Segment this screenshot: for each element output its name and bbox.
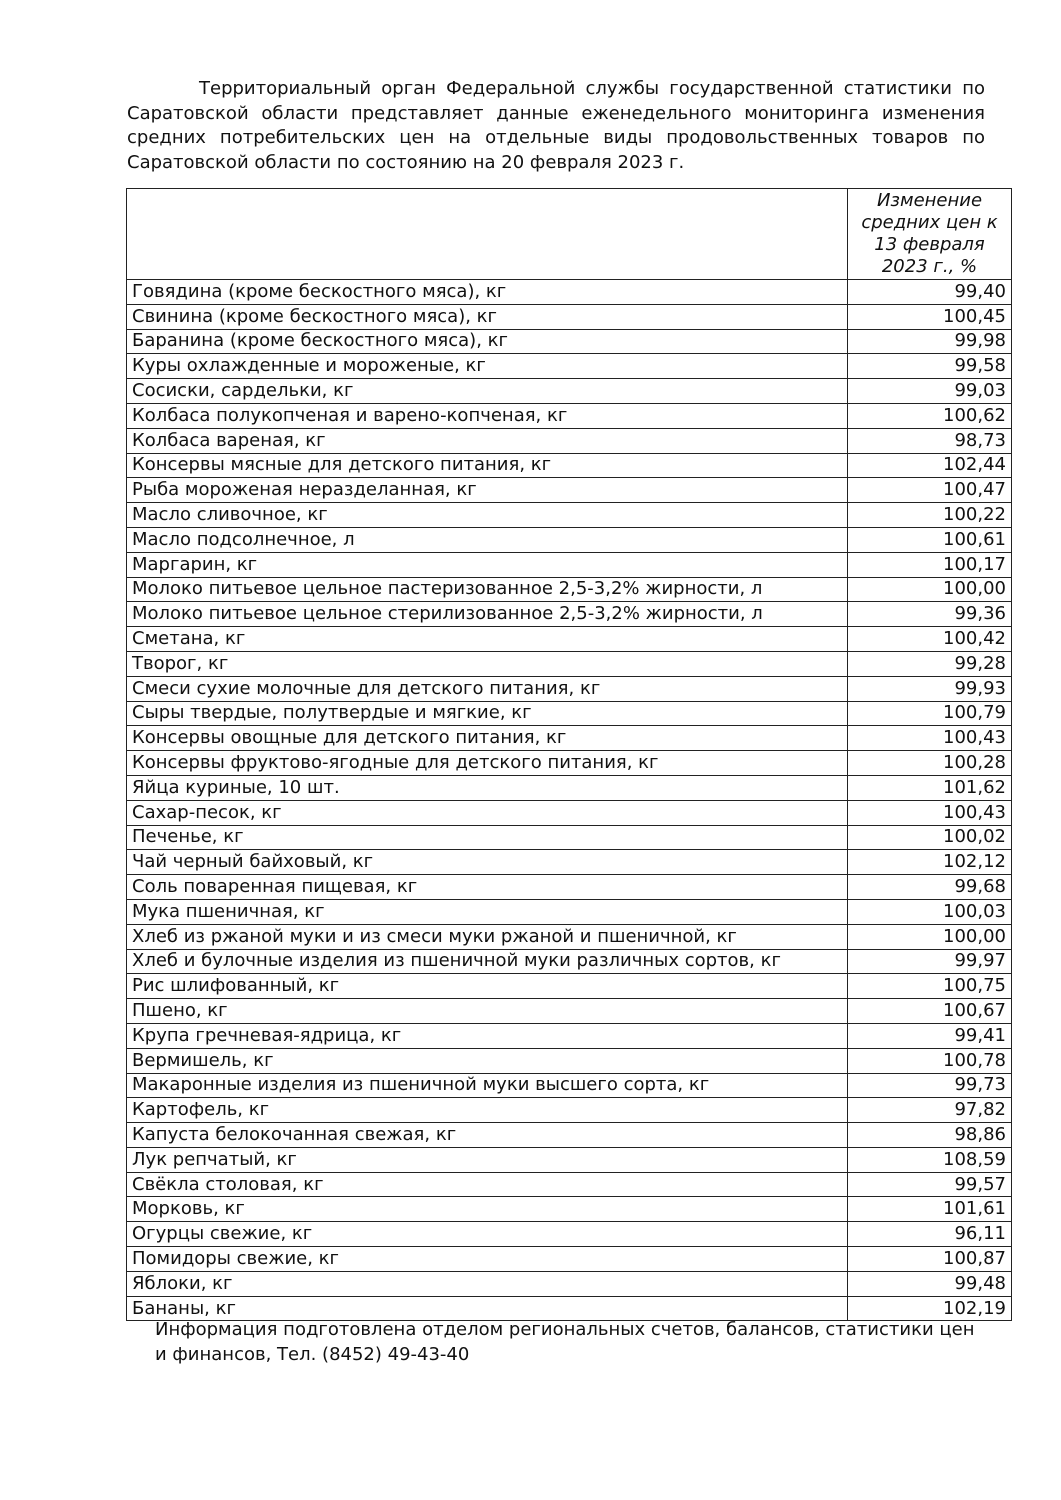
- table-row: [127, 1247, 1012, 1272]
- price-change-cell: 97,82: [848, 1098, 1012, 1123]
- price-change-cell: 100,28: [848, 751, 1012, 776]
- price-change-cell: 99,98: [848, 329, 1012, 354]
- header-blank-cell: [127, 189, 848, 280]
- price-change-cell: 98,73: [848, 428, 1012, 453]
- table-row: [127, 1098, 1012, 1123]
- price-change-cell: 100,42: [848, 627, 1012, 652]
- product-name-cell: Молоко питьевое цельное пастеризованное 2,5-3,2% жирности, л: [127, 577, 848, 602]
- table-row: [127, 726, 1012, 751]
- price-change-cell: 99,36: [848, 602, 1012, 627]
- footer-note: Информация подготовлена отделом региональных счетов, балансов, статистики цен и финансов, Тел. (8452) 49-43-40: [155, 1319, 975, 1365]
- price-change-cell: 101,61: [848, 1197, 1012, 1222]
- product-name-cell: Яблоки, кг: [127, 1271, 848, 1296]
- product-name-cell: Консервы фруктово-ягодные для детского питания, кг: [127, 751, 848, 776]
- product-name-cell: Лук репчатый, кг: [127, 1147, 848, 1172]
- table-row: [127, 453, 1012, 478]
- price-change-cell: 100,45: [848, 304, 1012, 329]
- price-change-cell: 100,78: [848, 1048, 1012, 1073]
- price-change-cell: 102,12: [848, 850, 1012, 875]
- price-change-cell: 102,19: [848, 1296, 1012, 1321]
- table-row: [127, 379, 1012, 404]
- product-name-cell: Куры охлажденные и мороженые, кг: [127, 354, 848, 379]
- product-name-cell: Сахар-песок, кг: [127, 800, 848, 825]
- price-change-cell: 100,43: [848, 800, 1012, 825]
- price-change-cell: 100,00: [848, 924, 1012, 949]
- product-name-cell: Творог, кг: [127, 651, 848, 676]
- price-change-cell: 99,48: [848, 1271, 1012, 1296]
- table-row: [127, 280, 1012, 305]
- header-change-cell: Изменение средних цен к 13 февраля 2023 г., %: [848, 189, 1012, 280]
- price-change-cell: 98,86: [848, 1123, 1012, 1148]
- table-body: [127, 280, 1012, 1321]
- price-change-cell: 102,44: [848, 453, 1012, 478]
- price-change-cell: 100,00: [848, 577, 1012, 602]
- table-row: [127, 751, 1012, 776]
- price-change-cell: 100,03: [848, 899, 1012, 924]
- price-change-cell: 100,75: [848, 974, 1012, 999]
- table-row: [127, 1023, 1012, 1048]
- price-change-cell: 100,17: [848, 552, 1012, 577]
- product-name-cell: Крупа гречневая-ядрица, кг: [127, 1023, 848, 1048]
- product-name-cell: Помидоры свежие, кг: [127, 1247, 848, 1272]
- product-name-cell: Рыба мороженая неразделанная, кг: [127, 478, 848, 503]
- table-row: [127, 503, 1012, 528]
- price-change-cell: 96,11: [848, 1222, 1012, 1247]
- product-name-cell: Говядина (кроме бескостного мяса), кг: [127, 280, 848, 305]
- product-name-cell: Огурцы свежие, кг: [127, 1222, 848, 1247]
- product-name-cell: Рис шлифованный, кг: [127, 974, 848, 999]
- product-name-cell: Пшено, кг: [127, 999, 848, 1024]
- product-name-cell: Вермишель, кг: [127, 1048, 848, 1073]
- table-row: [127, 651, 1012, 676]
- price-change-cell: 100,62: [848, 403, 1012, 428]
- price-change-cell: 99,58: [848, 354, 1012, 379]
- product-name-cell: Чай черный байховый, кг: [127, 850, 848, 875]
- table-row: [127, 1172, 1012, 1197]
- table-row: [127, 974, 1012, 999]
- product-name-cell: Бананы, кг: [127, 1296, 848, 1321]
- price-change-cell: 100,02: [848, 825, 1012, 850]
- product-name-cell: Капуста белокочанная свежая, кг: [127, 1123, 848, 1148]
- product-name-cell: Сосиски, сардельки, кг: [127, 379, 848, 404]
- price-change-cell: 99,28: [848, 651, 1012, 676]
- table-row: [127, 949, 1012, 974]
- table-row: [127, 527, 1012, 552]
- table-row: [127, 924, 1012, 949]
- product-name-cell: Консервы овощные для детского питания, кг: [127, 726, 848, 751]
- table-row: [127, 1222, 1012, 1247]
- price-change-cell: 100,67: [848, 999, 1012, 1024]
- table-row: [127, 1197, 1012, 1222]
- price-change-cell: 100,22: [848, 503, 1012, 528]
- product-name-cell: Масло сливочное, кг: [127, 503, 848, 528]
- table-row: [127, 850, 1012, 875]
- table-row: [127, 1073, 1012, 1098]
- product-name-cell: Смеси сухие молочные для детского питания, кг: [127, 676, 848, 701]
- product-name-cell: Баранина (кроме бескостного мяса), кг: [127, 329, 848, 354]
- table-row: [127, 875, 1012, 900]
- table-row: [127, 428, 1012, 453]
- table-row: [127, 602, 1012, 627]
- price-change-table: [126, 188, 1012, 1321]
- price-change-cell: 99,57: [848, 1172, 1012, 1197]
- price-change-cell: 100,47: [848, 478, 1012, 503]
- price-change-cell: 99,73: [848, 1073, 1012, 1098]
- table-row: [127, 775, 1012, 800]
- product-name-cell: Соль поваренная пищевая, кг: [127, 875, 848, 900]
- intro-paragraph: Территориальный орган Федеральной службы государственной статистики по Саратовской области представляет данные еженедельного мониторинга изменения средних потребительских цен на отдельные виды продовольственных товаров по Саратовской области по состоянию на 20 февраля 2023 г.: [127, 78, 985, 173]
- table-row: [127, 552, 1012, 577]
- price-change-cell: 99,97: [848, 949, 1012, 974]
- table-row: [127, 676, 1012, 701]
- table-row: [127, 825, 1012, 850]
- price-change-cell: 100,79: [848, 701, 1012, 726]
- product-name-cell: Сыры твердые, полутвердые и мягкие, кг: [127, 701, 848, 726]
- table-row: [127, 1048, 1012, 1073]
- table-row: [127, 800, 1012, 825]
- price-change-cell: 99,68: [848, 875, 1012, 900]
- table-row: [127, 577, 1012, 602]
- table-row: [127, 899, 1012, 924]
- product-name-cell: Сметана, кг: [127, 627, 848, 652]
- product-name-cell: Маргарин, кг: [127, 552, 848, 577]
- table-row: [127, 304, 1012, 329]
- product-name-cell: Масло подсолнечное, л: [127, 527, 848, 552]
- product-name-cell: Морковь, кг: [127, 1197, 848, 1222]
- price-change-cell: 100,43: [848, 726, 1012, 751]
- product-name-cell: Картофель, кг: [127, 1098, 848, 1123]
- product-name-cell: Макаронные изделия из пшеничной муки высшего сорта, кг: [127, 1073, 848, 1098]
- product-name-cell: Колбаса полукопченая и варено-копченая, кг: [127, 403, 848, 428]
- price-change-cell: 99,41: [848, 1023, 1012, 1048]
- price-change-cell: 100,61: [848, 527, 1012, 552]
- product-name-cell: Яйца куриные, 10 шт.: [127, 775, 848, 800]
- price-change-cell: 99,03: [848, 379, 1012, 404]
- table-row: [127, 1147, 1012, 1172]
- table-row: [127, 1123, 1012, 1148]
- product-name-cell: Молоко питьевое цельное стерилизованное 2,5-3,2% жирности, л: [127, 602, 848, 627]
- product-name-cell: Печенье, кг: [127, 825, 848, 850]
- product-name-cell: Хлеб из ржаной муки и из смеси муки ржаной и пшеничной, кг: [127, 924, 848, 949]
- table-row: [127, 1271, 1012, 1296]
- price-change-cell: 100,87: [848, 1247, 1012, 1272]
- product-name-cell: Свинина (кроме бескостного мяса), кг: [127, 304, 848, 329]
- product-name-cell: Мука пшеничная, кг: [127, 899, 848, 924]
- product-name-cell: Свёкла столовая, кг: [127, 1172, 848, 1197]
- table-row: [127, 354, 1012, 379]
- price-change-cell: 101,62: [848, 775, 1012, 800]
- table-row: [127, 627, 1012, 652]
- table-row: [127, 478, 1012, 503]
- table-header-row: [127, 189, 1012, 280]
- product-name-cell: Хлеб и булочные изделия из пшеничной муки различных сортов, кг: [127, 949, 848, 974]
- price-change-cell: 99,40: [848, 280, 1012, 305]
- table-row: [127, 999, 1012, 1024]
- table-row: [127, 403, 1012, 428]
- table-row: [127, 701, 1012, 726]
- product-name-cell: Консервы мясные для детского питания, кг: [127, 453, 848, 478]
- table-row: [127, 329, 1012, 354]
- price-change-cell: 108,59: [848, 1147, 1012, 1172]
- product-name-cell: Колбаса вареная, кг: [127, 428, 848, 453]
- price-change-cell: 99,93: [848, 676, 1012, 701]
